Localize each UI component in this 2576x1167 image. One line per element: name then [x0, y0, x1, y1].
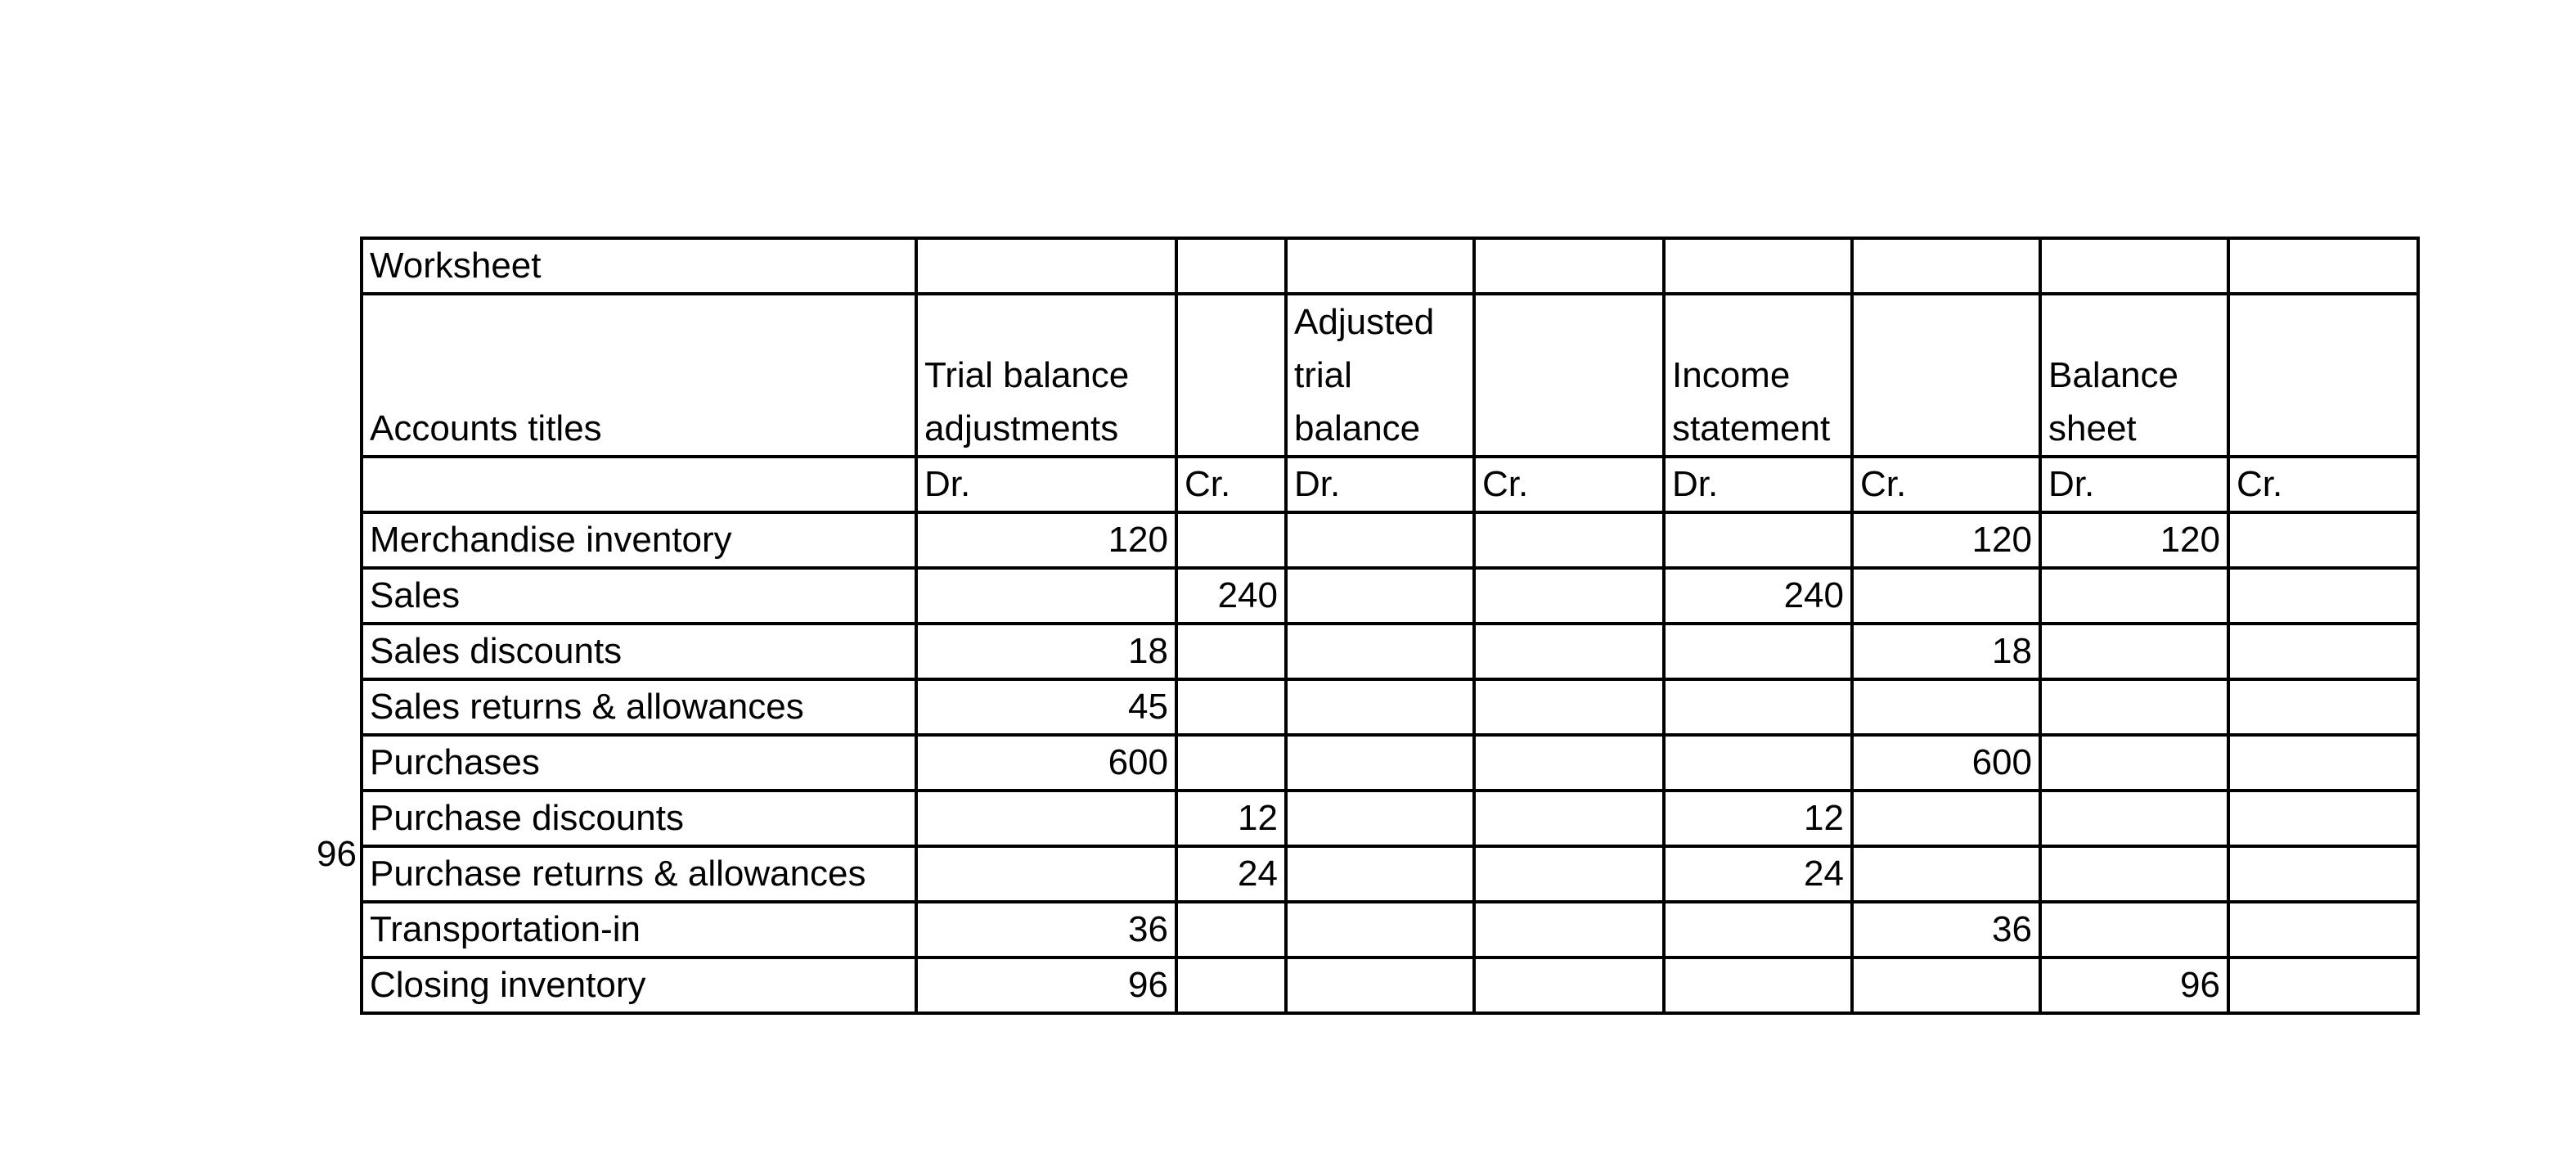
table-row: [362, 512, 2418, 568]
value-cell[interactable]: [1286, 679, 1474, 735]
value-cell[interactable]: [2040, 624, 2228, 679]
value-cell[interactable]: [2040, 846, 2228, 902]
table-row: [362, 624, 2418, 679]
value-cell[interactable]: 36: [1852, 902, 2040, 957]
empty-cell[interactable]: [1664, 238, 1852, 294]
value-cell[interactable]: [2228, 957, 2418, 1013]
subheader-cell[interactable]: Cr.: [2228, 457, 2418, 512]
account-title-cell[interactable]: Sales returns & allowances: [362, 679, 916, 735]
value-cell[interactable]: 120: [916, 512, 1176, 568]
subheader-cell[interactable]: Cr.: [1176, 457, 1286, 512]
empty-cell[interactable]: [1286, 238, 1474, 294]
value-cell[interactable]: [1474, 735, 1664, 791]
value-cell[interactable]: [1474, 679, 1664, 735]
side-note-value: 96: [317, 834, 357, 874]
value-cell[interactable]: [2040, 791, 2228, 846]
empty-cell[interactable]: [2040, 238, 2228, 294]
value-cell[interactable]: [1474, 846, 1664, 902]
value-cell[interactable]: [1286, 957, 1474, 1013]
account-title-cell[interactable]: Purchases: [362, 735, 916, 791]
value-cell[interactable]: [1474, 624, 1664, 679]
empty-cell[interactable]: [1176, 238, 1286, 294]
value-cell[interactable]: [2228, 902, 2418, 957]
value-cell[interactable]: [1852, 679, 2040, 735]
value-cell[interactable]: 120: [2040, 512, 2228, 568]
value-cell[interactable]: [1286, 791, 1474, 846]
value-cell[interactable]: [1474, 568, 1664, 624]
empty-cell[interactable]: [1474, 238, 1664, 294]
empty-cell[interactable]: [1852, 238, 2040, 294]
value-cell[interactable]: [1286, 512, 1474, 568]
value-cell[interactable]: 600: [916, 735, 1176, 791]
empty-cell[interactable]: [916, 238, 1176, 294]
empty-cell[interactable]: [1176, 294, 1286, 457]
value-cell[interactable]: [1664, 512, 1852, 568]
empty-cell[interactable]: [1474, 294, 1664, 457]
account-title-cell[interactable]: Closing inventory: [362, 957, 916, 1013]
value-cell[interactable]: [1286, 624, 1474, 679]
value-cell[interactable]: [1664, 735, 1852, 791]
account-title-cell[interactable]: Purchase returns & allowances: [362, 846, 916, 902]
empty-cell[interactable]: [2228, 294, 2418, 457]
value-cell[interactable]: [1474, 512, 1664, 568]
empty-cell[interactable]: [362, 457, 916, 512]
title-row: [362, 238, 2418, 294]
table-row: [362, 735, 2418, 791]
value-cell[interactable]: [1852, 957, 2040, 1013]
value-cell[interactable]: [1176, 624, 1286, 679]
subheader-row: [362, 457, 2418, 512]
worksheet-title[interactable]: Worksheet: [362, 238, 916, 294]
value-cell[interactable]: [1664, 902, 1852, 957]
header-accounts-titles[interactable]: Accounts titles: [362, 294, 916, 457]
subheader-cell[interactable]: Cr.: [1474, 457, 1664, 512]
value-cell[interactable]: 96: [2040, 957, 2228, 1013]
table-row: [362, 902, 2418, 957]
subheader-cell[interactable]: Dr.: [1286, 457, 1474, 512]
value-cell[interactable]: 36: [916, 902, 1176, 957]
value-cell[interactable]: [916, 791, 1176, 846]
value-cell[interactable]: [2040, 679, 2228, 735]
value-cell[interactable]: [916, 846, 1176, 902]
value-cell[interactable]: [1852, 846, 2040, 902]
value-cell[interactable]: [1664, 624, 1852, 679]
value-cell[interactable]: [2228, 512, 2418, 568]
table-row: [362, 679, 2418, 735]
worksheet-table: [360, 237, 2420, 1015]
value-cell[interactable]: [1474, 902, 1664, 957]
value-cell[interactable]: [1176, 957, 1286, 1013]
empty-cell[interactable]: [2228, 238, 2418, 294]
value-cell[interactable]: 18: [1852, 624, 2040, 679]
value-cell[interactable]: [1176, 512, 1286, 568]
value-cell[interactable]: 600: [1852, 735, 2040, 791]
value-cell[interactable]: 18: [916, 624, 1176, 679]
value-cell[interactable]: [1474, 957, 1664, 1013]
value-cell[interactable]: 240: [1176, 568, 1286, 624]
empty-cell[interactable]: [1852, 294, 2040, 457]
value-cell[interactable]: [1852, 568, 2040, 624]
account-title-cell[interactable]: Sales discounts: [362, 624, 916, 679]
account-title-cell[interactable]: Purchase discounts: [362, 791, 916, 846]
table-row: [362, 846, 2418, 902]
value-cell[interactable]: 24: [1664, 846, 1852, 902]
value-cell[interactable]: [2228, 679, 2418, 735]
header-row: [362, 294, 2418, 457]
value-cell[interactable]: [1286, 568, 1474, 624]
value-cell[interactable]: [2228, 624, 2418, 679]
value-cell[interactable]: [1176, 679, 1286, 735]
value-cell[interactable]: [1664, 679, 1852, 735]
value-cell[interactable]: [1286, 902, 1474, 957]
header-adjusted-trial-balance[interactable]: Adjusted trial balance: [1286, 294, 1474, 457]
value-cell[interactable]: 24: [1176, 846, 1286, 902]
header-income-statement[interactable]: Income statement: [1664, 294, 1852, 457]
account-title-cell[interactable]: Merchandise inventory: [362, 512, 916, 568]
value-cell[interactable]: 12: [1176, 791, 1286, 846]
table-row: [362, 791, 2418, 846]
value-cell[interactable]: [2040, 568, 2228, 624]
value-cell[interactable]: 120: [1852, 512, 2040, 568]
table-row: [362, 568, 2418, 624]
value-cell[interactable]: [1286, 735, 1474, 791]
value-cell[interactable]: [2228, 735, 2418, 791]
value-cell[interactable]: [1286, 846, 1474, 902]
subheader-cell[interactable]: Dr.: [1664, 457, 1852, 512]
value-cell[interactable]: [2228, 568, 2418, 624]
value-cell[interactable]: 12: [1664, 791, 1852, 846]
value-cell[interactable]: [1852, 791, 2040, 846]
header-trial-balance[interactable]: Trial balance adjustments: [916, 294, 1176, 457]
value-cell[interactable]: [2228, 846, 2418, 902]
account-title-cell[interactable]: Transportation-in: [362, 902, 916, 957]
subheader-cell[interactable]: Dr.: [916, 457, 1176, 512]
value-cell[interactable]: 240: [1664, 568, 1852, 624]
value-cell[interactable]: [916, 568, 1176, 624]
value-cell[interactable]: [2040, 902, 2228, 957]
value-cell[interactable]: 45: [916, 679, 1176, 735]
value-cell[interactable]: 96: [916, 957, 1176, 1013]
table-row: [362, 957, 2418, 1013]
header-balance-sheet[interactable]: Balance sheet: [2040, 294, 2228, 457]
value-cell[interactable]: [2040, 735, 2228, 791]
subheader-cell[interactable]: Cr.: [1852, 457, 2040, 512]
value-cell[interactable]: [1664, 957, 1852, 1013]
value-cell[interactable]: [1176, 735, 1286, 791]
value-cell[interactable]: [1474, 791, 1664, 846]
value-cell[interactable]: [2228, 791, 2418, 846]
subheader-cell[interactable]: Dr.: [2040, 457, 2228, 512]
value-cell[interactable]: [1176, 902, 1286, 957]
account-title-cell[interactable]: Sales: [362, 568, 916, 624]
